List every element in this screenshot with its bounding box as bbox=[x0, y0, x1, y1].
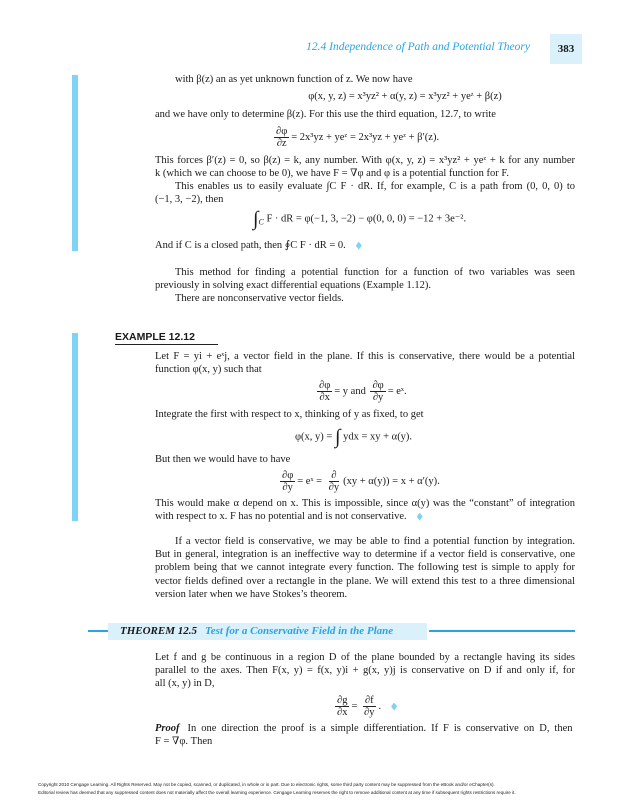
equation bbox=[333, 695, 397, 718]
equation-rhs: ydx = xy + α(y). bbox=[343, 431, 413, 443]
integral-sign: ∫ bbox=[334, 426, 341, 448]
numerator: ∂φ bbox=[282, 470, 294, 481]
equation-text: = eˣ = bbox=[297, 475, 323, 487]
equation-lhs: φ(x, y) = bbox=[295, 431, 333, 443]
running-header: 12.4 Independence of Path and Potential Theory bbox=[306, 41, 530, 53]
copyright-footer: Editorial review has deemed that any suppressed content does not materially affect the overall learning experience. Cengage Learning reserves the right to remove additional content at any time if subsequent rights restrictions require it. bbox=[38, 790, 516, 795]
equation bbox=[315, 380, 407, 403]
text-line: This enables us to easily evaluate ∫C F · dR. If, for example, C is a path from (0, 0, 0) to bbox=[175, 181, 575, 192]
equation bbox=[272, 126, 439, 149]
equation-text: (xy + α(y)) = x + α′(y). bbox=[343, 475, 440, 487]
integral-subscript: C bbox=[258, 217, 264, 227]
integral-sign: ∫ bbox=[253, 208, 259, 230]
denominator: ∂y bbox=[282, 482, 293, 493]
equation bbox=[253, 209, 466, 229]
theorem-subtitle: Test for a Conservative Field in the Plane bbox=[205, 625, 394, 637]
text-line: There are nonconservative vector fields. bbox=[175, 293, 344, 304]
text-line: If a vector field is conservative, we may be able to find a potential function by integration. bbox=[175, 536, 575, 547]
text-line: parallel to the axes. Then F(x, y) = f(x, y)i + g(x, y)j is conservative on D if and only if, for bbox=[155, 665, 575, 676]
text-line: and we have only to determine β(z). For this use the third equation, 12.7, to write bbox=[155, 109, 496, 120]
equation-text: = bbox=[351, 700, 358, 712]
text-line: all (x, y) in D, bbox=[155, 678, 215, 689]
theorem-label: THEOREM 12.5 bbox=[120, 625, 198, 637]
text-line: version later when we have Stokes’s theorem. bbox=[155, 589, 348, 600]
text-line bbox=[155, 239, 362, 252]
equation bbox=[278, 470, 440, 493]
text-line: function φ(x, y) such that bbox=[155, 364, 262, 375]
page-number: 383 bbox=[550, 34, 582, 64]
end-of-theorem-diamond-icon bbox=[391, 703, 397, 711]
text-line: Let F = yi + eˣj, a vector field in the plane. If this is conservative, there would be a potential bbox=[155, 351, 575, 362]
end-of-example-diamond-icon bbox=[417, 513, 423, 521]
text-line: vector fields defined over a rectangle in the plane. We will extend this test to a three dimensional bbox=[155, 576, 575, 587]
numerator: ∂φ bbox=[276, 126, 288, 137]
text-line: F = ∇φ. Then bbox=[155, 736, 213, 747]
equation-rhs: = 2x³yz + yeᶻ = 2x³yz + yeᶻ + β′(z). bbox=[291, 131, 440, 143]
equation-text: = eˣ. bbox=[387, 385, 407, 397]
text: with respect to x. F has no potential and is not conservative. bbox=[155, 511, 407, 522]
text-line bbox=[155, 510, 423, 523]
equation-text: = y and bbox=[334, 385, 366, 397]
text-line: (−1, 3, −2), then bbox=[155, 194, 224, 205]
denominator: ∂y bbox=[328, 482, 340, 493]
text-line: But in general, integration is an ineffective way to determine if a vector field is conservative, one bbox=[155, 549, 575, 560]
denominator: ∂x bbox=[337, 707, 348, 718]
text: In one direction the proof is a simple differentiation. If F is conservative on D, then bbox=[187, 723, 573, 734]
numerator: ∂f bbox=[364, 695, 374, 706]
equation-text: . bbox=[378, 700, 382, 712]
text-line: But then we would have to have bbox=[155, 454, 291, 465]
example-heading: EXAMPLE 12.12 bbox=[115, 331, 218, 345]
end-of-example-diamond-icon bbox=[356, 242, 362, 250]
text-line: previously in solving exact differential equations (Example 1.12). bbox=[155, 280, 431, 291]
equation bbox=[295, 427, 412, 447]
numerator: ∂φ bbox=[372, 380, 384, 391]
numerator: ∂g bbox=[337, 695, 348, 706]
text-line: Integrate the first with respect to x, thinking of y as fixed, to get bbox=[155, 409, 424, 420]
text-line bbox=[155, 722, 573, 735]
denominator: ∂x bbox=[319, 392, 330, 403]
text: And if C is a closed path, then ∮C F · dR = 0. bbox=[155, 240, 346, 251]
theorem-rule bbox=[88, 630, 108, 632]
text-line: This forces β′(z) = 0, so β(z) = k, any number. With φ(x, y, z) = x³yz² + yeᶻ + k for any number bbox=[155, 155, 575, 166]
theorem-rule bbox=[429, 630, 575, 632]
numerator: ∂φ bbox=[319, 380, 331, 391]
margin-bar bbox=[72, 333, 78, 521]
text-line: with β(z) an as yet unknown function of z. We now have bbox=[175, 74, 413, 85]
equation-rhs: F · dR = φ(−1, 3, −2) − φ(0, 0, 0) = −12 + 3e⁻². bbox=[266, 213, 467, 225]
denominator: ∂z bbox=[276, 138, 287, 149]
margin-bar bbox=[72, 75, 78, 251]
numerator: ∂ bbox=[331, 470, 337, 481]
copyright-footer: Copyright 2010 Cengage Learning. All Rights Reserved. May not be copied, scanned, or duplicated, in whole or in part. Due to electronic rights, some third party content may be suppressed from the eBook and/or eChapter(s). bbox=[38, 782, 495, 787]
text-line: This would make α depend on x. This is impossible, since α(y) was the “constant” of integration bbox=[155, 498, 575, 509]
text-line: k (which we can choose to be 0), we have F = ∇φ and φ is a potential function for F. bbox=[155, 168, 510, 179]
text-line: problem being that we cannot integrate every function. The following test is simple to apply for bbox=[155, 562, 575, 573]
text-line: Let f and g be continuous in a region D of the plane bounded by a rectangle having its sides bbox=[155, 652, 575, 663]
denominator: ∂y bbox=[372, 392, 384, 403]
text-line: This method for finding a potential function for a function of two variables was seen bbox=[175, 267, 575, 278]
theorem-heading bbox=[108, 623, 427, 640]
proof-label: Proof bbox=[155, 723, 180, 734]
equation: φ(x, y, z) = x³yz² + α(y, z) = x³yz² + yeᶻ + β(z) bbox=[308, 91, 502, 102]
denominator: ∂y bbox=[364, 707, 375, 718]
